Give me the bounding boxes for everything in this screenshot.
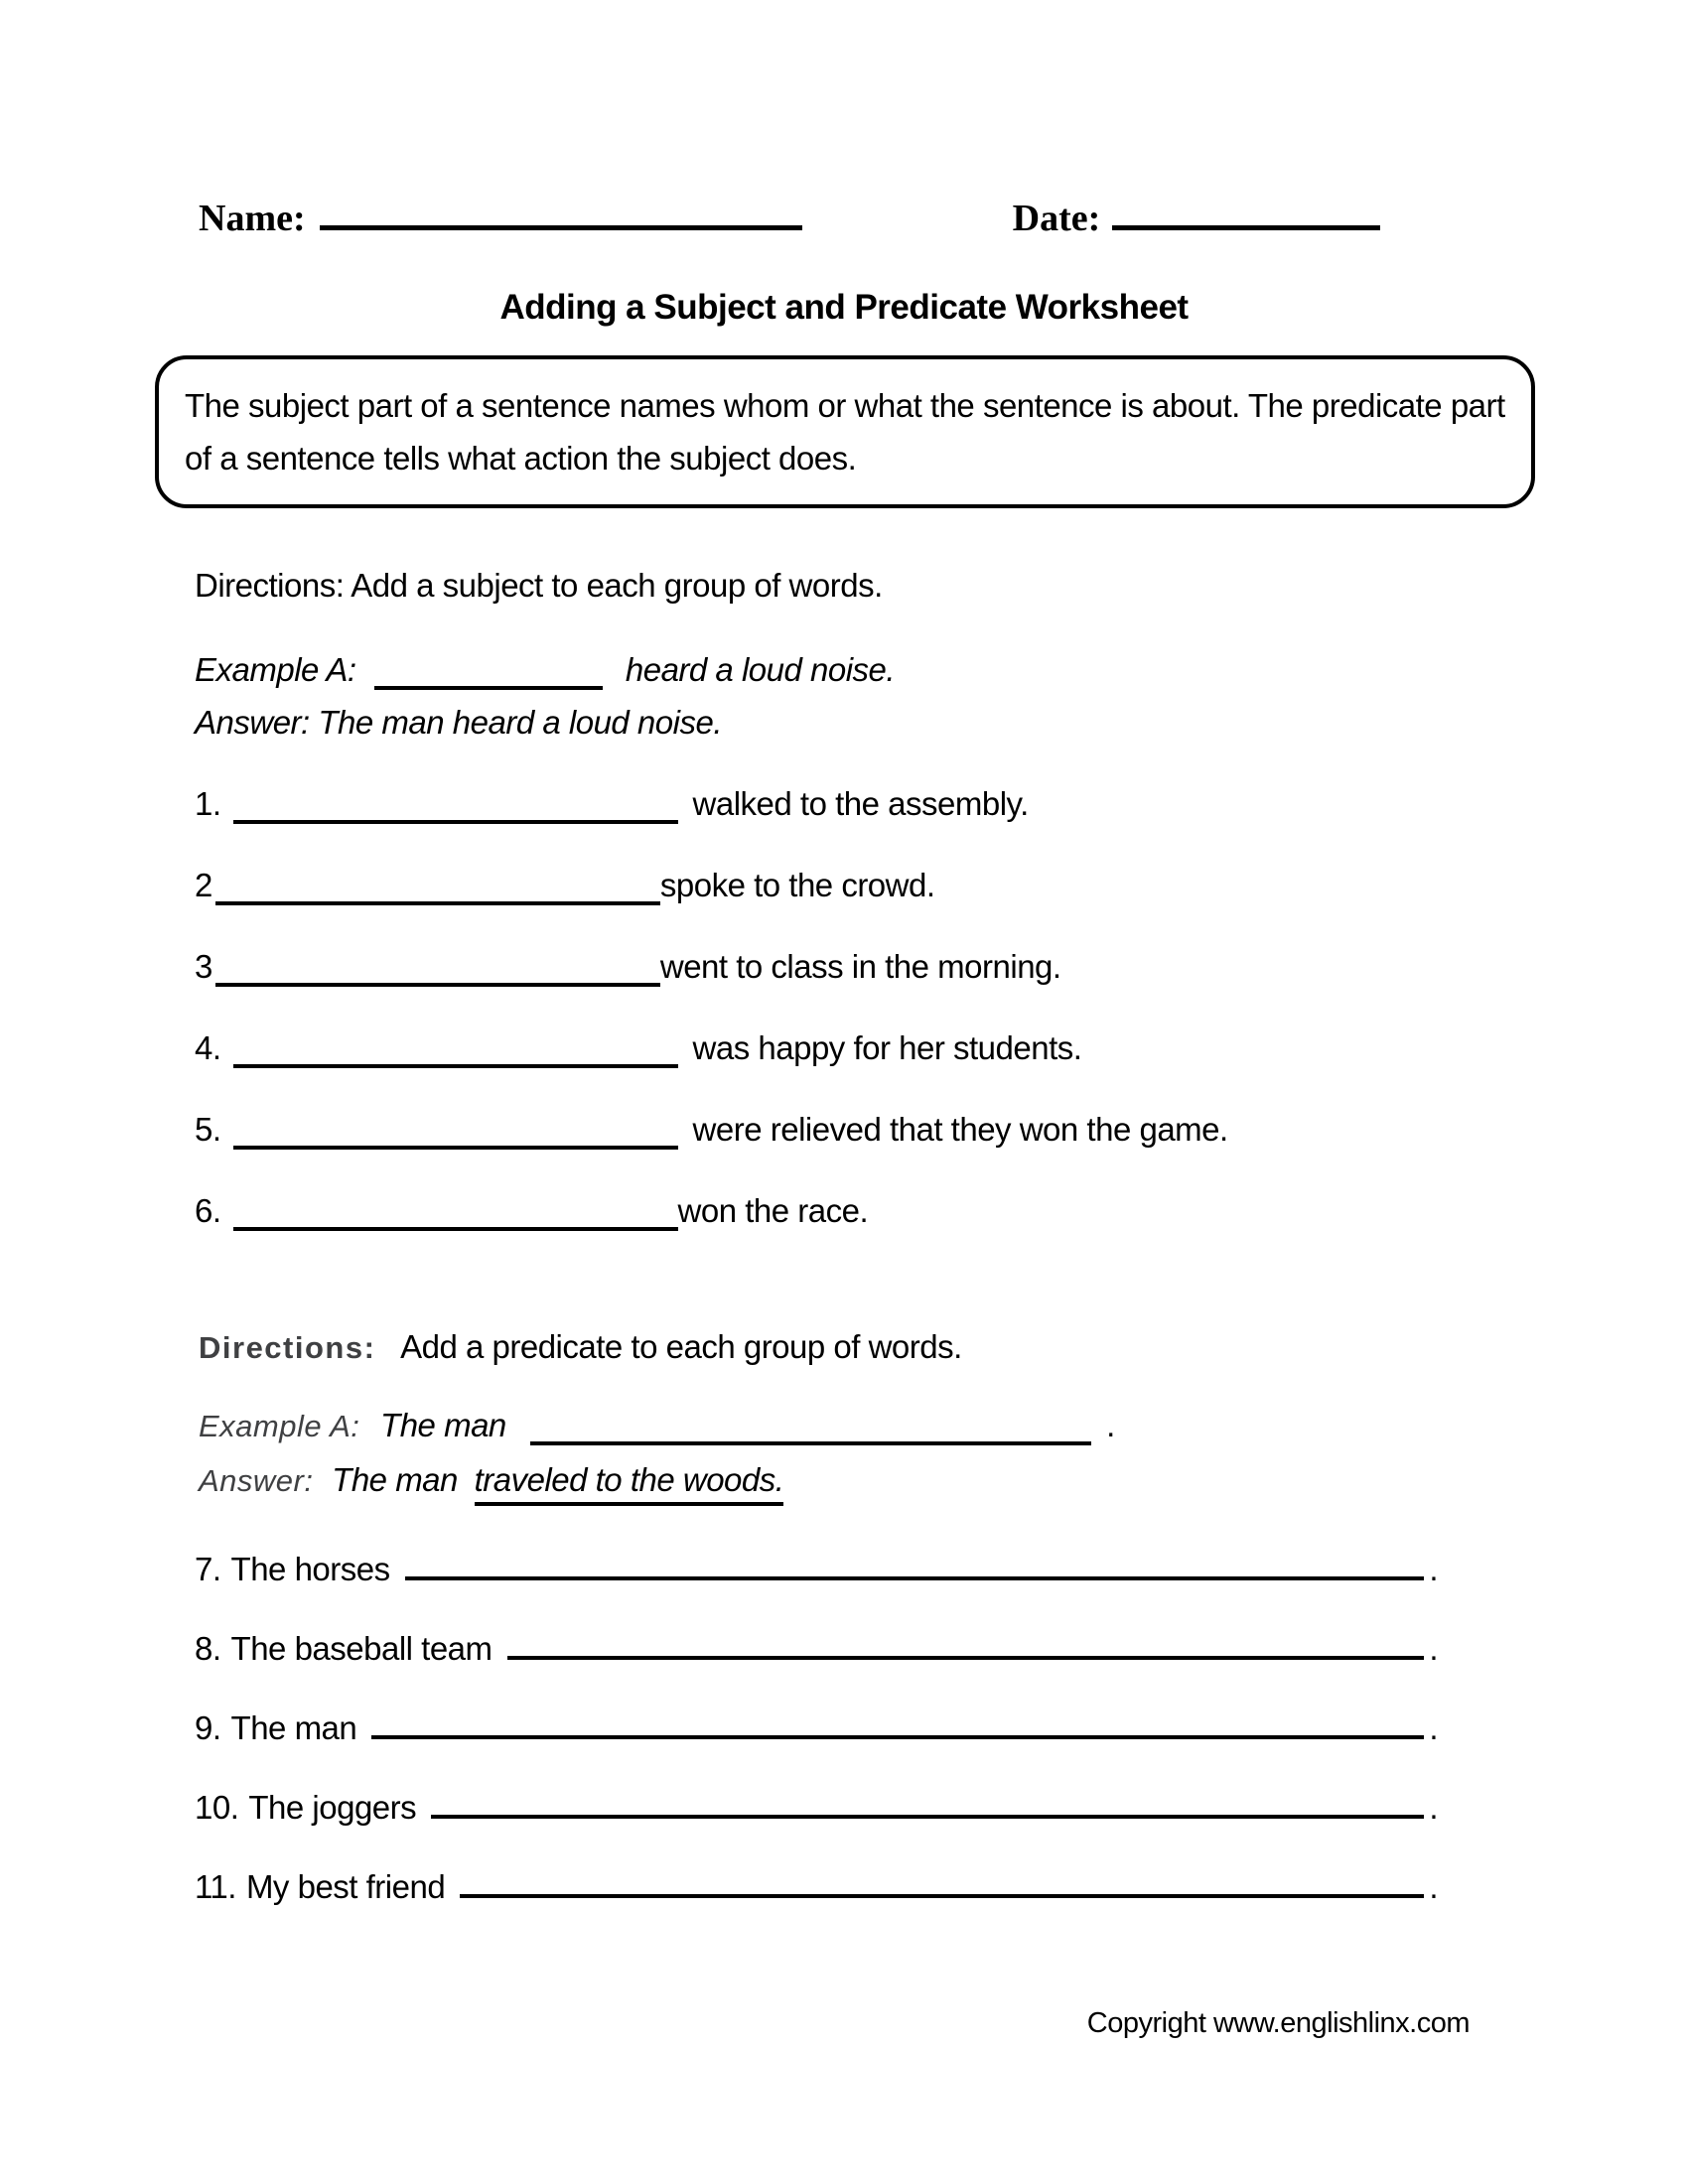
item-blank-line [233, 1064, 678, 1068]
predicate-directions-label: Directions: [199, 1330, 376, 1365]
subject-answer-text: The man heard a loud noise. [318, 704, 722, 741]
item-number: 4. [195, 1029, 221, 1066]
copyright-text: Copyright www.englishlinx.com [1086, 2007, 1470, 2039]
predicate-example-label: Example A: [199, 1409, 360, 1443]
predicate-example-blank-line [530, 1441, 1091, 1445]
item-number: 7. [195, 1551, 221, 1587]
predicate-example-line [199, 1399, 1688, 1453]
predicate-directions-line [199, 1324, 1688, 1371]
name-field [199, 197, 802, 240]
item-number: 11. [195, 1868, 236, 1905]
item-number: 10. [195, 1789, 239, 1826]
predicate-items-list [195, 1548, 1688, 1909]
item-subject-text: The joggers [248, 1789, 417, 1826]
name-label: Name: [199, 198, 306, 239]
subject-items-list [195, 782, 1688, 1233]
date-blank-line [1112, 225, 1380, 230]
item-blank-line [233, 1227, 678, 1231]
definition-box [155, 355, 1535, 508]
subject-answer-line [195, 696, 1688, 749]
name-blank-line [320, 225, 802, 230]
subject-example-text: heard a loud noise. [625, 651, 896, 688]
item-period: . [1429, 1789, 1438, 1826]
predicate-answer-label: Answer: [199, 1463, 314, 1498]
date-label: Date: [1012, 198, 1101, 239]
subject-item-1 [195, 782, 1688, 826]
subject-example-label: Example A: [195, 651, 356, 688]
subject-directions-line [195, 564, 1688, 608]
predicate-answer-subject: The man [332, 1461, 458, 1498]
item-text: won the race. [677, 1192, 869, 1229]
predicate-item-8 [195, 1627, 1438, 1671]
item-subject-text: My best friend [245, 1868, 446, 1905]
definition-text: The subject part of a sentence names whom or what the sentence is about. The predicate part of a sentence tells what action the subject does. [185, 387, 1505, 477]
item-text: was happy for her students. [692, 1029, 1082, 1066]
predicate-example-subject: The man [380, 1407, 506, 1443]
item-period: . [1429, 1709, 1438, 1746]
item-blank-line [233, 820, 678, 824]
item-subject-text: The horses [230, 1551, 390, 1587]
subject-item-6 [195, 1189, 1688, 1233]
predicate-example-period: . [1106, 1407, 1115, 1443]
subject-item-3 [195, 945, 1688, 989]
item-period: . [1429, 1868, 1438, 1905]
predicate-item-9 [195, 1706, 1438, 1750]
item-period: . [1429, 1551, 1438, 1587]
predicate-answer-line [199, 1453, 1688, 1508]
predicate-item-7 [195, 1548, 1438, 1591]
item-number: 2 [195, 867, 212, 903]
item-text: went to class in the morning. [659, 948, 1061, 985]
name-date-row [199, 197, 1688, 240]
subject-directions-label: Directions: [195, 567, 345, 604]
item-blank-line [431, 1815, 1424, 1819]
subject-example-line [195, 643, 1688, 696]
item-blank-line [460, 1894, 1424, 1898]
subject-directions-text: Add a subject to each group of words. [351, 567, 883, 604]
item-number: 1. [195, 785, 221, 822]
item-text: were relieved that they won the game. [692, 1111, 1228, 1148]
item-number: 3 [195, 948, 212, 985]
item-number: 9. [195, 1709, 221, 1746]
item-blank-line [507, 1656, 1425, 1660]
predicate-answer-underlined-text: traveled to the woods. [475, 1461, 784, 1506]
subject-example-blank-line [374, 686, 603, 690]
subject-item-2 [195, 864, 1688, 907]
subject-item-4 [195, 1026, 1688, 1070]
predicate-item-11 [195, 1865, 1438, 1909]
item-number: 6. [195, 1192, 221, 1229]
subject-answer-label: Answer: [195, 704, 310, 741]
item-text: spoke to the crowd. [659, 867, 935, 903]
item-blank-line [215, 983, 660, 987]
item-subject-text: The man [230, 1709, 357, 1746]
item-number: 8. [195, 1630, 221, 1667]
item-blank-line [215, 901, 660, 905]
item-number: 5. [195, 1111, 221, 1148]
item-subject-text: The baseball team [230, 1630, 492, 1667]
item-text: walked to the assembly. [692, 785, 1029, 822]
item-blank-line [233, 1146, 678, 1150]
subject-item-5 [195, 1108, 1688, 1152]
item-period: . [1429, 1630, 1438, 1667]
predicate-directions-text: Add a predicate to each group of words. [400, 1328, 962, 1365]
item-blank-line [405, 1576, 1425, 1580]
worksheet-title: Adding a Subject and Predicate Worksheet [499, 288, 1189, 327]
predicate-item-10 [195, 1786, 1438, 1830]
item-blank-line [371, 1735, 1424, 1739]
date-field [1013, 197, 1381, 240]
